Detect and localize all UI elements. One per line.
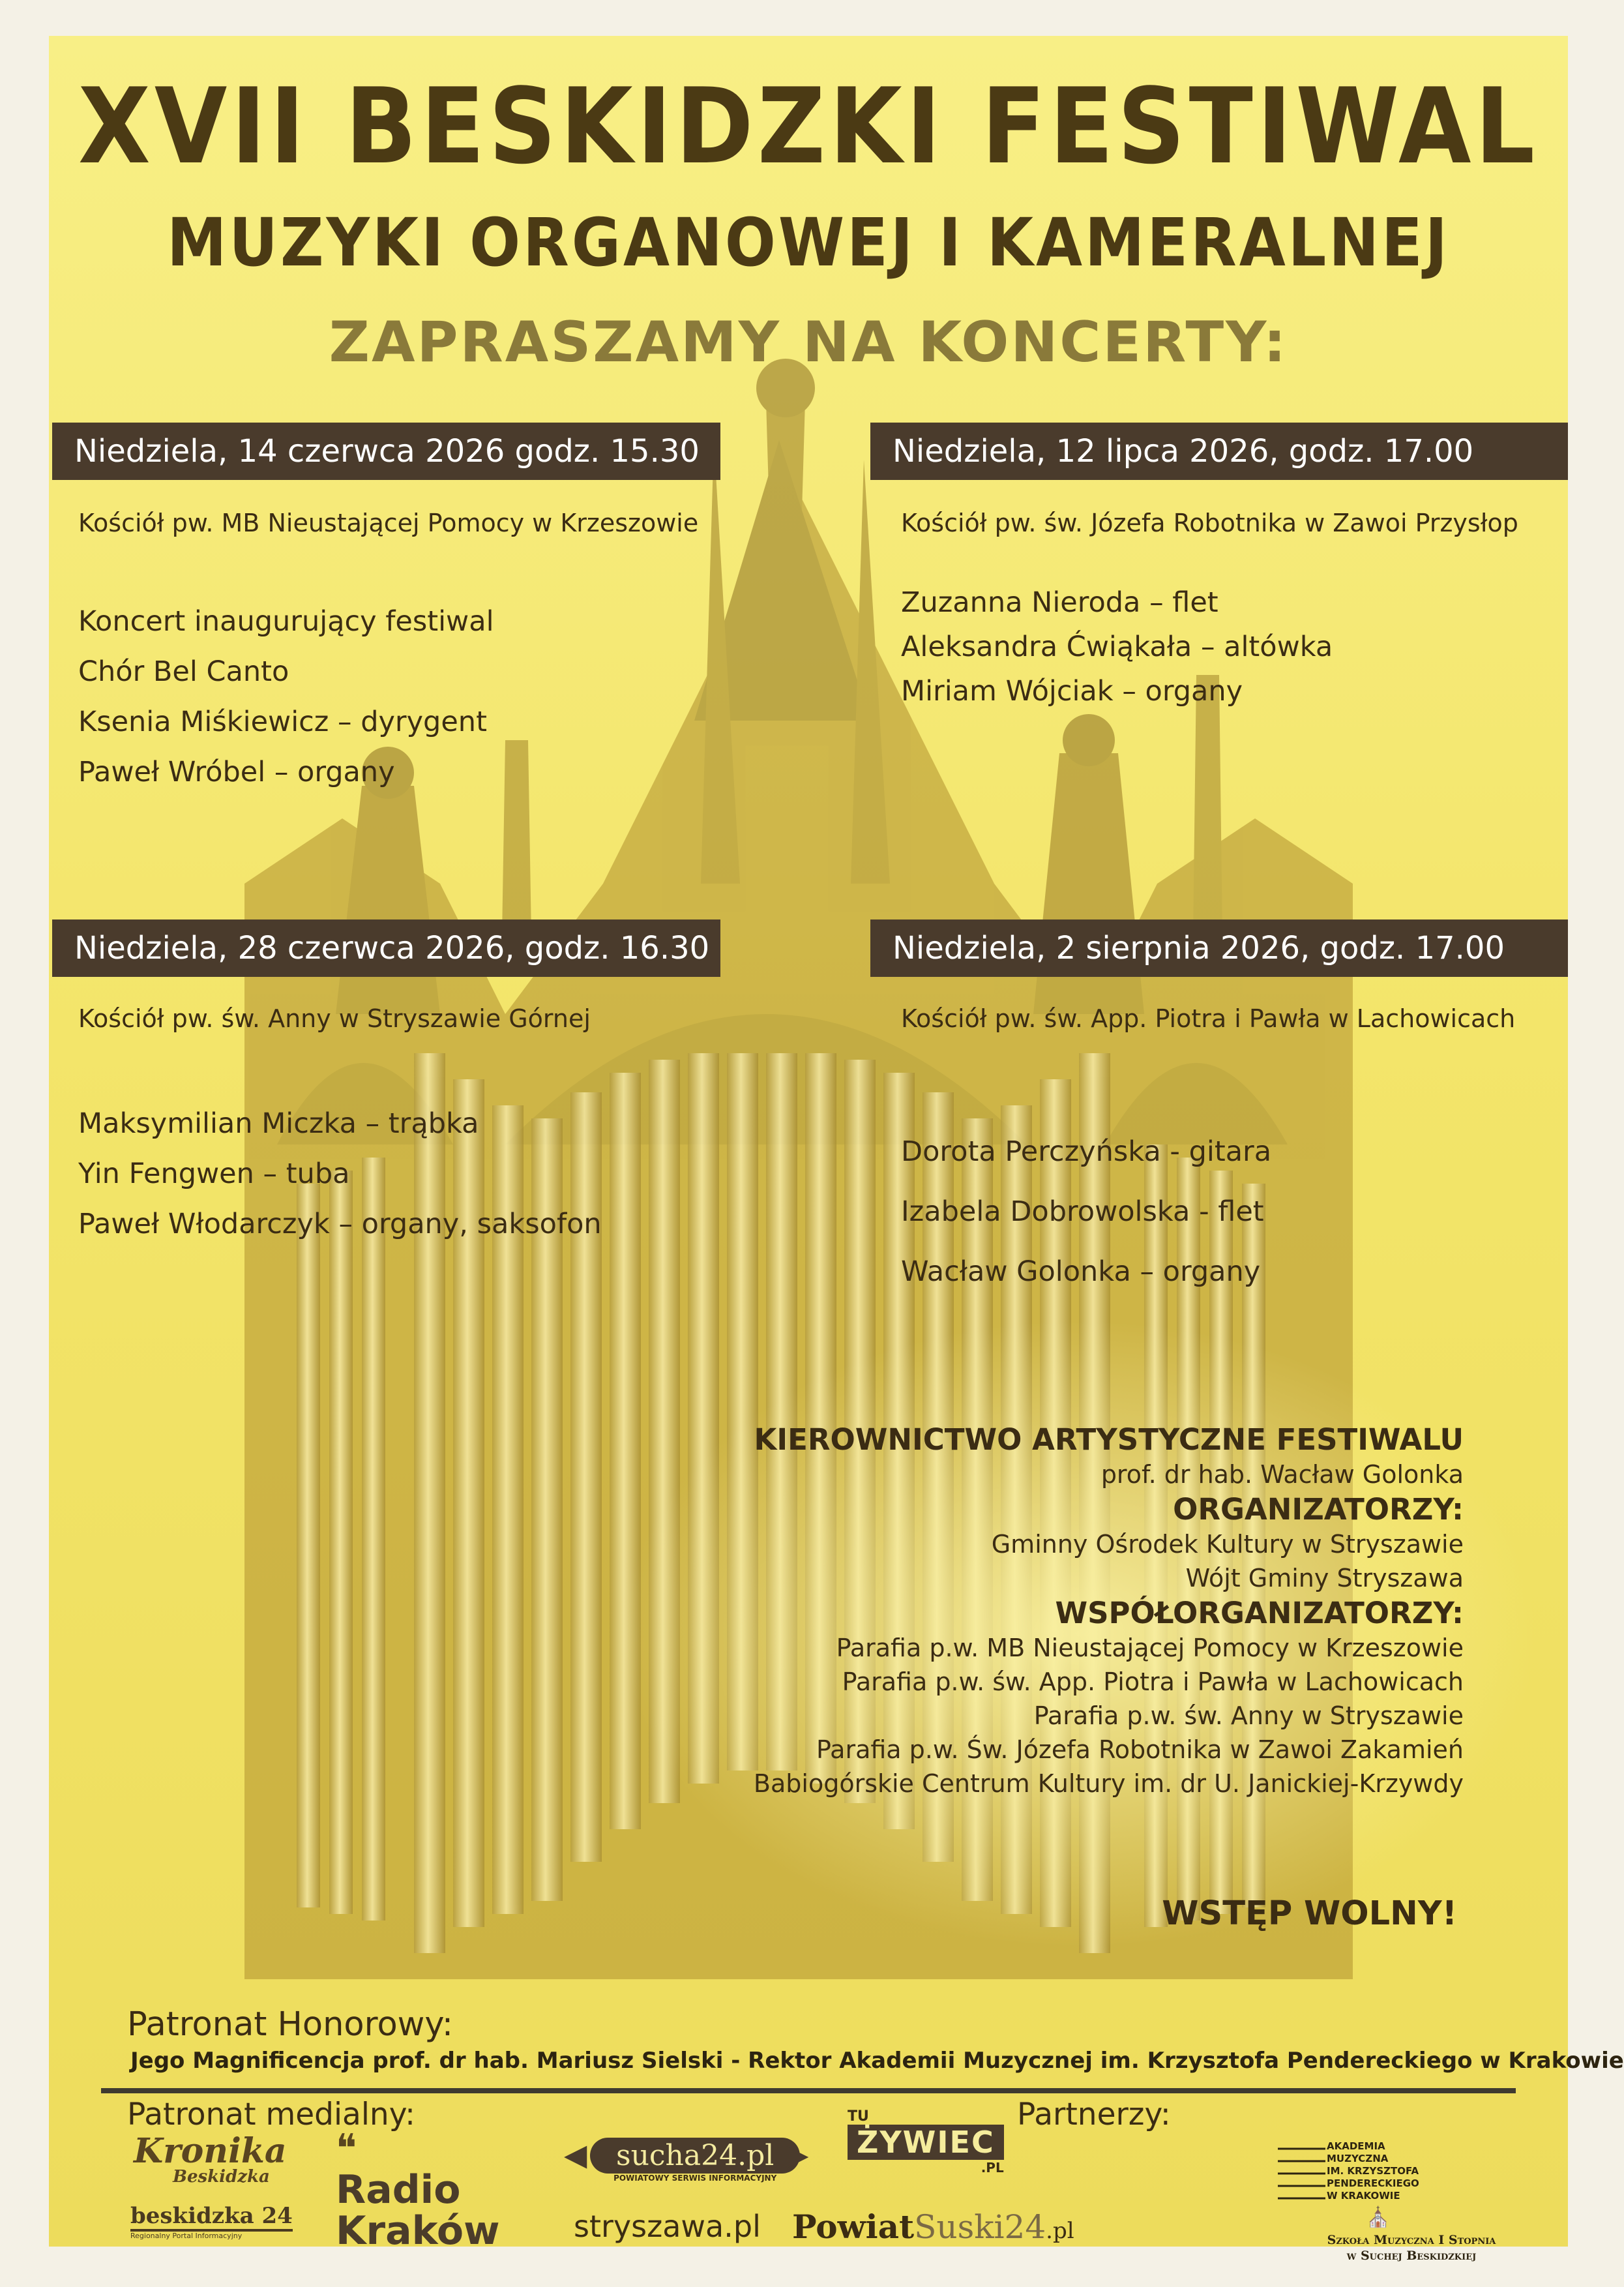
arrow-left-icon: ◀ bbox=[564, 2137, 587, 2172]
invitation-heading: ZAPRASZAMY NA KONCERTY: bbox=[329, 310, 1288, 375]
performer: Dorota Perczyńska - gitara bbox=[901, 1135, 1272, 1168]
school-building-icon: ⛪ bbox=[1366, 2206, 1391, 2229]
concert-2-venue: Kościół pw. św. Józefa Robotnika w Zawoi Przysłop bbox=[901, 509, 1518, 537]
coorganizer: Parafia p.w. MB Nieustającej Pomocy w Krzeszowie bbox=[836, 1634, 1464, 1662]
footer bbox=[49, 1999, 1624, 2263]
artistic-direction-heading: KIEROWNICTWO ARTYSTYCZNE FESTIWALU bbox=[754, 1422, 1464, 1457]
concert-1-venue: Kościół pw. MB Nieustającej Pomocy w Krzeszowie bbox=[78, 509, 699, 537]
sucha24-logo: sucha24.pl POWIATOWY SERWIS INFORMACYJNY bbox=[590, 2138, 800, 2183]
festival-title: XVII BESKIDZKI FESTIWAL bbox=[78, 65, 1539, 187]
quote-mark-icon: ❝ bbox=[336, 2126, 357, 2172]
stryszawa-logo: stryszawa.pl bbox=[574, 2209, 761, 2244]
festival-subtitle: MUZYKI ORGANOWEJ I KAMERALNEJ bbox=[167, 204, 1450, 282]
organizer: Wójt Gminy Stryszawa bbox=[1185, 1564, 1464, 1592]
performer: Wacław Golonka – organy bbox=[901, 1255, 1261, 1288]
coorganizers-heading: WSPÓŁORGANIZATORZY: bbox=[1055, 1596, 1464, 1630]
powiat-suski24-logo: PowiatSuski24.pl bbox=[792, 2207, 1074, 2246]
concert-3-performers bbox=[78, 1099, 602, 1249]
performer: Izabela Dobrowolska - flet bbox=[901, 1195, 1264, 1228]
akademia-staff-lines-icon bbox=[1275, 2142, 1327, 2207]
artistic-director: prof. dr hab. Wacław Golonka bbox=[1100, 1460, 1464, 1489]
concert-4-date-bar: Niedziela, 2 sierpnia 2026, godz. 17.00 bbox=[870, 919, 1568, 977]
coorganizer: Parafia p.w. Św. Józefa Robotnika w Zawoi Zakamień bbox=[816, 1735, 1464, 1764]
partners-heading: Partnerzy: bbox=[1017, 2097, 1171, 2132]
coorganizer: Babiogórskie Centrum Kultury im. dr U. Janickiej-Krzywdy bbox=[753, 1769, 1464, 1798]
performer: Maksymilian Miczka – trąbka bbox=[78, 1107, 479, 1140]
concert-4-venue: Kościół pw. św. App. Piotra i Pawła w Lachowicach bbox=[901, 1004, 1516, 1033]
beskidzka24-logo: beskidzka 24 Regionalny Portal Informacyjny bbox=[130, 2203, 293, 2240]
honorary-patronage-heading: Patronat Honorowy: bbox=[127, 2005, 454, 2044]
akademia-muzyczna-logo: AKADEMIA MUZYCZNA IM. KRZYSZTOFA PENDERECKIEGO W KRAKOWIE bbox=[1327, 2140, 1419, 2202]
performer: Koncert inaugurujący festiwal bbox=[78, 605, 494, 638]
performer: Miriam Wójciak – organy bbox=[901, 675, 1243, 708]
performer: Paweł Wróbel – organy bbox=[78, 756, 395, 788]
radio-krakow-logo: Radio Kraków bbox=[336, 2167, 500, 2254]
performer: Yin Fengwen – tuba bbox=[78, 1158, 350, 1190]
kronika-beskidzka-logo: Kronika Beskidzka bbox=[134, 2131, 287, 2187]
performer: Chór Bel Canto bbox=[78, 655, 289, 688]
concert-2-date-bar: Niedziela, 12 lipca 2026, godz. 17.00 bbox=[870, 423, 1568, 480]
arrow-right-icon: ▶ bbox=[786, 2137, 809, 2172]
poster bbox=[49, 36, 1624, 2263]
footer-divider bbox=[101, 2088, 1516, 2093]
concert-4-performers bbox=[901, 1122, 1271, 1302]
concert-3-venue: Kościół pw. św. Anny w Stryszawie Górnej bbox=[78, 1004, 591, 1033]
organizers-heading: ORGANIZATORZY: bbox=[1173, 1492, 1464, 1527]
coorganizer: Parafia p.w. św. App. Piotra i Pawła w Lachowicach bbox=[842, 1667, 1464, 1696]
admission-free: WSTĘP WOLNY! bbox=[1162, 1894, 1457, 1933]
concert-2-performers bbox=[901, 580, 1333, 713]
festival-credits bbox=[551, 1422, 1464, 1801]
concert-3-date-bar: Niedziela, 28 czerwca 2026, godz. 16.30 bbox=[52, 919, 720, 977]
concert-1-date-bar: Niedziela, 14 czerwca 2026 godz. 15.30 bbox=[52, 423, 720, 480]
organizer: Gminny Ośrodek Kultury w Stryszawie bbox=[991, 1530, 1464, 1559]
honorary-patron: Jego Magnificencja prof. dr hab. Mariusz Sielski - Rektor Akademii Muzycznej im. Krzysztofa Pendereckiego w Krakowie bbox=[130, 2048, 1624, 2074]
performer: Ksenia Miśkiewicz – dyrygent bbox=[78, 706, 487, 738]
media-patronage-heading: Patronat medialny: bbox=[127, 2097, 415, 2132]
performer: Paweł Włodarczyk – organy, saksofon bbox=[78, 1208, 602, 1240]
poster-content bbox=[49, 36, 1624, 2263]
coorganizer: Parafia p.w. św. Anny w Stryszawie bbox=[1033, 1701, 1464, 1730]
concert-1-performers bbox=[78, 597, 494, 798]
performer: Aleksandra Ćwiąkała – altówka bbox=[901, 631, 1333, 663]
szkola-muzyczna-logo: Szkoła Muzyczna I Stopnia w Suchej Beskidzkiej bbox=[1327, 2233, 1496, 2263]
performer: Zuzanna Nieroda – flet bbox=[901, 586, 1218, 619]
tu-zywiec-logo: TU ŻYWIEC .PL bbox=[848, 2108, 1004, 2175]
